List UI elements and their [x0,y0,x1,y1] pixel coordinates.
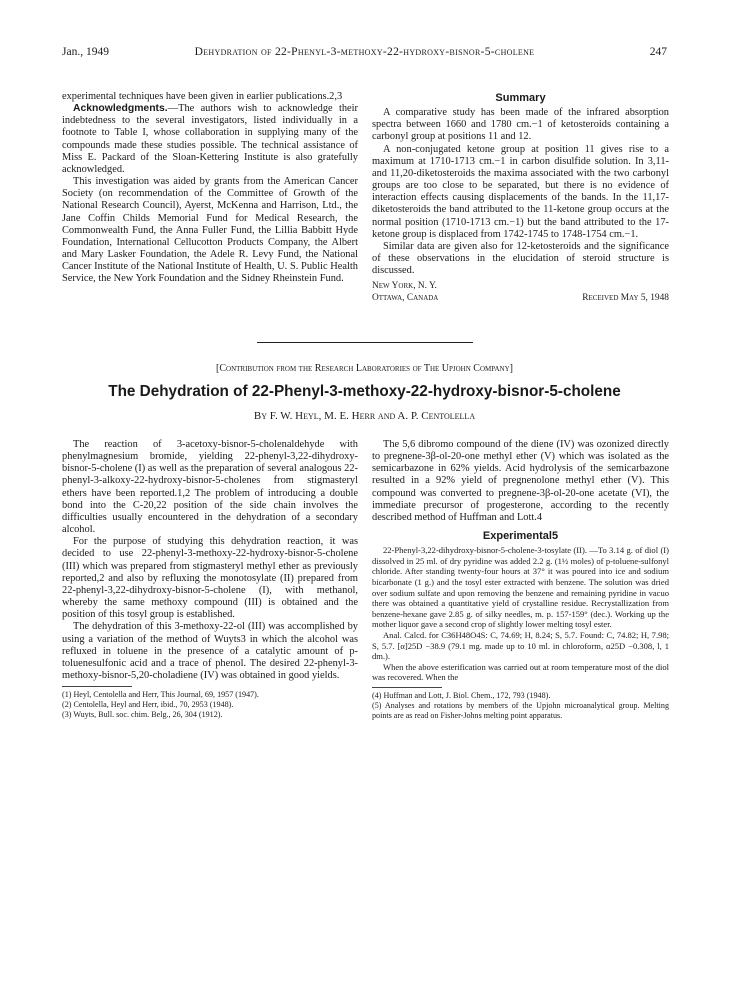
footnotes [372,691,669,721]
location-line: Ottawa, Canada [372,292,439,303]
summary-paragraph: Similar data are given also for 12-ketosteroids and the significance of these observations in the elucidation of steroid structure is discussed. [372,240,669,277]
previous-article-end [62,91,358,286]
author-locations [372,281,669,304]
issue-date: Jan., 1949 [62,46,109,58]
article-left-column [62,439,358,720]
footnotes [62,690,358,720]
article-divider [257,342,473,343]
paragraph: For the purpose of studying this dehydration reaction, it was decided to use 22-phenyl-3-methoxy-22-hydroxy-bisnor-5-cholene (III) which was prepared from stigmasteryl methyl ether as previously reported,2 and also by refluxing the monotosylate (II) prepared from 22-phenyl-3,22-dihydroxy-bisnor-5-cholene (I), with methanol, whereby the same methoxy compound (III) is obtained and the position of this tosyl group is established. [62,536,358,621]
paragraph: The reaction of 3-acetoxy-bisnor-5-cholenaldehyde with phenylmagnesium bromide, yielding 22-phenyl-3,22-dihydroxy-bisnor-5-cholene (I) as well as the preparation of several analogous 22-phenyl-3-alkoxy-22-hydroxy-bisnor-5-cholenes from stigmasteryl ethers have been reported.1,2 The problem of introducing a double bond into the C-20,22 position of the side chain involves the difficulties usually encountered in the dehydration of a secondary alcohol. [62,439,358,536]
running-header [62,46,667,62]
summary-heading: Summary [495,92,546,104]
paragraph: The dehydration of this 3-methoxy-22-ol (III) was accomplished by using a variation of the method of Wuyts3 in which the alcohol was refluxed in toluene in the presence of a catalytic amount of p-toluenesulfonic acid and a trace of phenol. The desired 22-phenyl-3-methoxy-bisnor-5,20-choladiene (IV) was obtained in good yields. [62,621,358,681]
summary-paragraph: A non-conjugated ketone group at position 11 gives rise to a maximum at 1710-1713 cm.−1 in carbon disulfide solution. In 3,11- and 11,20-diketosteroids the maxima associated with the two carbonyl groups are too close to be separated, but there is no evidence of interaction effects causing displacements of the bands. In the 11,17-diketosteroids the band attributed to the 11-ketone group occurs at the normal position (1710-1713 cm.−1) but the band attributed to the 17-ketone group is displaced from 1742-1745 to 1748-1754 cm.−1. [372,143,669,240]
paragraph: When the above esterification was carried out at room temperature most of the diol was recovered. When the [372,661,669,683]
paragraph: 22-Phenyl-3,22-dihydroxy-bisnor-5-cholene-3-tosylate (II). —To 3.14 g. of diol (I) dissolved in 25 ml. of dry pyridine was added 2.2 g. (1½ moles) of p-toluene-sulfonyl chloride. After standing twenty-four hours at 37° it was poured into ice and sodium bicarbonate (1 g.) and the tosyl ester extracted with benzene. The solution was dried over sodium sulfate and upon removing the benzene and remaining pyridine in vacuo there was obtained a quantitative yield of crystalline residue. Recrystallization from benzene-hexane gave 2.85 g. of silky needles, m. p. 157-159° (dec.). Working up the mother liquor gave a second crop of slightly lower melting tosyl ester. [372,545,669,630]
footnote: (3) Wuyts, Bull. soc. chim. Belg., 26, 304 (1912). [62,710,223,720]
footnote: (5) Analyses and rotations by members of the Upjohn microanalytical group. Melting points are as read on Fisher-Johns melting point apparatus. [372,700,669,720]
location-line: New York, N. Y. [372,281,437,292]
footnote: (1) Heyl, Centolella and Herr, This Journal, 69, 1957 (1947). [62,690,259,700]
paragraph: experimental techniques have been given in earlier publications.2,3 [62,91,343,102]
experimental-text [372,545,669,683]
article-right-column [372,439,669,721]
grants-paragraph: This investigation was aided by grants from the American Cancer Society (on recommendation of the Committee of Growth of the National Research Council), Ayerst, McKenna and Harrison, Ltd., the Jane Coffin Childs Memorial Fund for Medical Research, the Commonwealth Fund, the Anna Fuller Fund, the Lillia Babbitt Hyde Foundation, International Cellucotton Products Company, the Albert and Mary Lasker Foundation, the Adele R. Levy Fund, the National Cancer Institute of the National Institute of Health, U. S. Public Health Service, the New York Foundation and the Sidney Rheinstein Fund. [62,176,358,285]
acknowledgments-text: —The authors wish to acknowledge their indebtedness to the several investigators, listed individually in a footnote to Table I, whose collaboration in supplying many of the compounds made these studies possible. The technical assistance of Miss E. Packard of the Sloan-Kettering Institute is also gratefully acknowledged. [62,103,358,175]
footnote: (4) Huffman and Lott, J. Biol. Chem., 172, 793 (1948). [372,690,551,700]
summary-paragraph: A comparative study has been made of the infrared absorption spectra between 1660 and 1780 cm.−1 of ketosteroids containing a carbonyl group at positions 11 and 12. [372,107,669,143]
contribution-line: [Contribution from the Research Laboratories of The Upjohn Company] [216,363,513,374]
paragraph: Anal. Calcd. for C36H48O4S: C, 74.69; H, 8.24; S, 5.7. Found: C, 74.82; H, 7.98; S, 5.7. [α]25D −38.9 (79.1 mg. made up to 10 ml. in chloroform, α25D −0.308, l, 1 dm.). [372,630,669,662]
received-date: Received May 5, 1948 [582,292,669,303]
experimental-heading: Experimental5 [482,530,559,543]
page-number: 247 [649,46,667,58]
footnote: (2) Centolella, Heyl and Herr, ibid., 70, 2953 (1948). [62,700,234,710]
running-title: Dehydration of 22-Phenyl-3-methoxy-22-hydroxy-bisnor-5-cholene [194,46,535,58]
footnote-rule [62,686,132,687]
acknowledgments-label: Acknowledgments. [73,103,168,115]
paragraph: The 5,6 dibromo compound of the diene (IV) was ozonized directly to pregnene-3β-ol-20-one methyl ether (V) which was isolated as the semicarbazone in 62% yields. Acid hydrolysis of the semicarbazone resulted in a 92% yield of pregnenolone methyl ether (V). This compound was converted to pregnene-3β-ol-20-one acetate (VI), the immediate precursor of progesterone, according to the recently described method of Huffman and Lott.4 [372,439,669,523]
article-byline: By F. W. Heyl, M. E. Herr and A. P. Centolella [253,410,476,422]
acknowledgments-paragraph [62,103,358,176]
article-title: The Dehydration of 22-Phenyl-3-methoxy-22-hydroxy-bisnor-5-cholene [108,383,621,400]
footnote-rule [372,687,442,688]
summary-section [372,92,669,304]
